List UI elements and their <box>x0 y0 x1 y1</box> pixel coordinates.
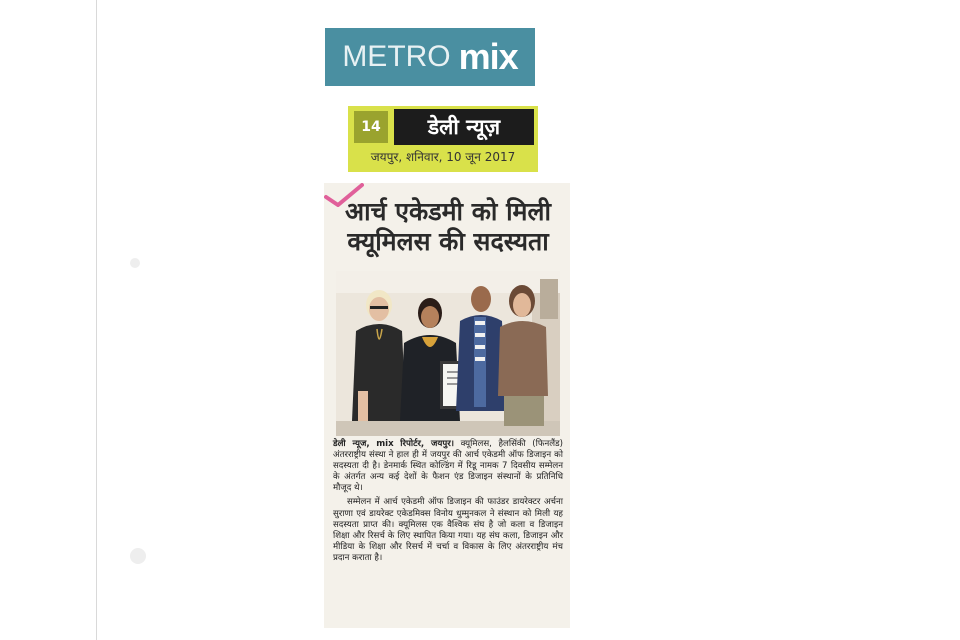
headline-line-2: क्यूमिलस की सदस्यता <box>347 227 549 256</box>
article-photo <box>336 271 560 436</box>
byline-end: रिपोर्टर, जयपुर। <box>400 439 455 449</box>
newspaper-masthead <box>348 106 538 172</box>
metro-label: METRO <box>342 40 451 73</box>
scan-page-edge <box>96 0 97 640</box>
article-headline <box>332 197 564 257</box>
article-paragraph-2: सम्मेलन में आर्च एकेडमी ऑफ डिजाइन की फाउंडर डायरेक्टर अर्चना सुराणा एवं डायरेक्ट एकेडमिक्स विनोय धुम्मुनकल ने संस्थान को मिली यह सदस्यता प्राप्त की। क्यूमिलस एक वैश्विक संघ है जो कला व डिजाइन शिक्षा और रिसर्च के लिए स्थापित किया गया। यह संघ कला, डिजाइन और मीडिया के शिक्षा और रिसर्च में चर्चा व विकास के लिए अंतरराष्ट्रीय मंच प्रदान कराता है। <box>333 497 563 563</box>
article-paragraph-1 <box>333 439 563 494</box>
byline-start: डेली न्यूज, <box>333 439 370 449</box>
mix-label: mix <box>458 36 518 77</box>
article-body <box>333 439 563 567</box>
headline-line-1: आर्च एकेडमी को मिली <box>345 197 551 226</box>
scan-artifact <box>130 258 140 268</box>
group-photo-image <box>336 271 560 436</box>
byline-mix-tag: mix <box>376 439 394 449</box>
newspaper-clipping <box>324 183 570 628</box>
dateline: जयपुर, शनिवार, 10 जून 2017 <box>370 150 516 164</box>
page-number: 14 <box>354 111 388 143</box>
scan-artifact <box>130 548 146 564</box>
paper-name: डेली न्यूज़ <box>394 109 534 145</box>
metro-mix-banner <box>325 28 535 86</box>
paragraph-1-text: क्यूमिलस, हैलसिंकी (फिनलैंड) अंतरराष्ट्रीय संस्था ने हाल ही में जयपुर की आर्च एकेडमी ऑफ डिजाइन को सदस्यता दी है। डेनमार्क स्थित कोल्डिंग में रिडू नामक 7 दिवसीय सम्मेलन के अंतर्गत अन्य कई देशों के फैशन एंड डिजाइन संस्थानों के प्रतिनिधि मौजूद थे। <box>333 439 564 494</box>
